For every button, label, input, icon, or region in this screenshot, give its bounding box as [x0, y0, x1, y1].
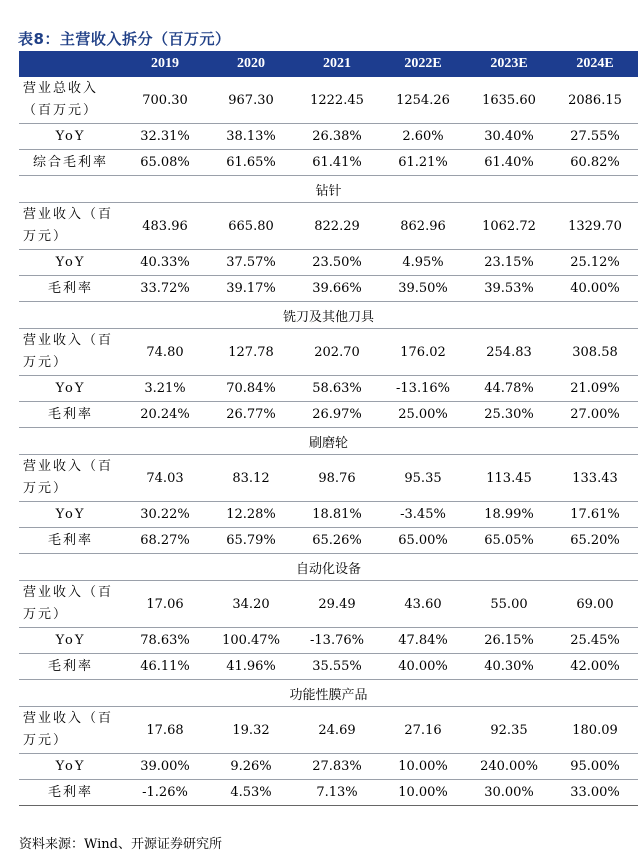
value-cell: 308.58: [552, 329, 638, 376]
value-cell: 862.96: [380, 203, 466, 250]
value-cell: 92.35: [466, 707, 552, 754]
value-cell: 58.63%: [294, 376, 380, 402]
row-label: [19, 502, 122, 528]
value-cell: 133.43: [552, 455, 638, 502]
table-row: [19, 502, 638, 528]
value-cell: 7.13%: [294, 780, 380, 806]
value-cell: 4.53%: [208, 780, 294, 806]
value-cell: 202.70: [294, 329, 380, 376]
section-header-row: [19, 176, 638, 203]
section-header-row: [19, 302, 638, 329]
value-cell: 74.80: [122, 329, 208, 376]
table-row: [19, 628, 638, 654]
table-caption: 表8：主营收入拆分（百万元）: [18, 30, 231, 48]
value-cell: 18.81%: [294, 502, 380, 528]
value-cell: 665.80: [208, 203, 294, 250]
row-label-text: 毛利率: [47, 784, 93, 800]
row-label: [19, 754, 122, 780]
table-row: [19, 150, 638, 176]
section-title: 刷磨轮: [19, 428, 638, 455]
table-row: [19, 124, 638, 150]
value-cell: 483.96: [122, 203, 208, 250]
table-row: [19, 754, 638, 780]
year-header: 2022E: [380, 51, 466, 77]
value-cell: 2.60%: [380, 124, 466, 150]
row-label: [19, 250, 122, 276]
row-label: [19, 329, 122, 376]
value-cell: 26.15%: [466, 628, 552, 654]
value-cell: 34.20: [208, 581, 294, 628]
value-cell: 61.21%: [380, 150, 466, 176]
table-body: [19, 77, 638, 806]
value-cell: 70.84%: [208, 376, 294, 402]
row-label-text: 综合毛利率: [32, 154, 108, 170]
value-cell: 46.11%: [122, 654, 208, 680]
value-cell: 29.49: [294, 581, 380, 628]
row-label: [19, 402, 122, 428]
row-label: [19, 276, 122, 302]
value-cell: 27.83%: [294, 754, 380, 780]
value-cell: 78.63%: [122, 628, 208, 654]
row-label: [19, 654, 122, 680]
row-label-text: 毛利率: [47, 280, 93, 296]
value-cell: 39.66%: [294, 276, 380, 302]
value-cell: 61.41%: [294, 150, 380, 176]
value-cell: 41.96%: [208, 654, 294, 680]
value-cell: 98.76: [294, 455, 380, 502]
row-label: [19, 628, 122, 654]
section-header-row: [19, 554, 638, 581]
value-cell: 17.06: [122, 581, 208, 628]
value-cell: 39.53%: [466, 276, 552, 302]
row-label: [19, 150, 122, 176]
source-note: 资料来源：Wind、开源证券研究所: [19, 837, 222, 852]
value-cell: 10.00%: [380, 754, 466, 780]
row-label: [19, 203, 122, 250]
row-label-text: 毛利率: [47, 658, 93, 674]
row-label-text: 营业收入（百万元）: [23, 207, 114, 244]
value-cell: 39.17%: [208, 276, 294, 302]
value-cell: 27.16: [380, 707, 466, 754]
table-row: [19, 654, 638, 680]
value-cell: 113.45: [466, 455, 552, 502]
value-cell: 1222.45: [294, 77, 380, 124]
row-label-text: 营业总收入（百万元）: [23, 81, 99, 118]
table-row: [19, 528, 638, 554]
row-label: [19, 581, 122, 628]
value-cell: 18.99%: [466, 502, 552, 528]
header-corner: [19, 51, 122, 77]
value-cell: 65.20%: [552, 528, 638, 554]
value-cell: 26.97%: [294, 402, 380, 428]
row-label: [19, 707, 122, 754]
value-cell: 40.30%: [466, 654, 552, 680]
value-cell: 180.09: [552, 707, 638, 754]
value-cell: 95.00%: [552, 754, 638, 780]
row-label-text: YoY: [55, 632, 86, 648]
row-label-text: YoY: [55, 254, 86, 270]
row-label-text: 营业收入（百万元）: [23, 459, 114, 496]
table-row: [19, 276, 638, 302]
row-label: [19, 455, 122, 502]
value-cell: 127.78: [208, 329, 294, 376]
value-cell: 25.45%: [552, 628, 638, 654]
table-row: [19, 780, 638, 806]
value-cell: 65.79%: [208, 528, 294, 554]
row-label: [19, 376, 122, 402]
value-cell: 1254.26: [380, 77, 466, 124]
value-cell: -13.16%: [380, 376, 466, 402]
value-cell: 23.15%: [466, 250, 552, 276]
value-cell: 3.21%: [122, 376, 208, 402]
year-header: 2024E: [552, 51, 638, 77]
row-label: [19, 528, 122, 554]
value-cell: 39.00%: [122, 754, 208, 780]
header-row: [19, 51, 638, 77]
value-cell: 37.57%: [208, 250, 294, 276]
year-header: 2021: [294, 51, 380, 77]
row-label-text: 毛利率: [47, 406, 93, 422]
value-cell: 240.00%: [466, 754, 552, 780]
row-label-text: 毛利率: [47, 532, 93, 548]
value-cell: 65.05%: [466, 528, 552, 554]
value-cell: 40.00%: [552, 276, 638, 302]
value-cell: 40.33%: [122, 250, 208, 276]
value-cell: 32.31%: [122, 124, 208, 150]
value-cell: 2086.15: [552, 77, 638, 124]
row-label: [19, 124, 122, 150]
value-cell: 83.12: [208, 455, 294, 502]
value-cell: 4.95%: [380, 250, 466, 276]
table-row: [19, 707, 638, 754]
value-cell: -13.76%: [294, 628, 380, 654]
value-cell: 1062.72: [466, 203, 552, 250]
value-cell: 33.00%: [552, 780, 638, 806]
value-cell: 65.00%: [380, 528, 466, 554]
value-cell: 21.09%: [552, 376, 638, 402]
revenue-breakdown-table: [19, 51, 638, 806]
value-cell: 822.29: [294, 203, 380, 250]
value-cell: 30.22%: [122, 502, 208, 528]
value-cell: 23.50%: [294, 250, 380, 276]
row-label-text: YoY: [55, 128, 86, 144]
value-cell: 61.65%: [208, 150, 294, 176]
value-cell: 24.69: [294, 707, 380, 754]
row-label-text: 营业收入（百万元）: [23, 333, 114, 370]
table-row: [19, 250, 638, 276]
value-cell: 17.68: [122, 707, 208, 754]
table-row: [19, 77, 638, 124]
value-cell: 65.08%: [122, 150, 208, 176]
year-header: 2019: [122, 51, 208, 77]
value-cell: 12.28%: [208, 502, 294, 528]
section-title: 钻针: [19, 176, 638, 203]
value-cell: 47.84%: [380, 628, 466, 654]
row-label-text: YoY: [55, 506, 86, 522]
value-cell: 65.26%: [294, 528, 380, 554]
value-cell: -3.45%: [380, 502, 466, 528]
table-row: [19, 376, 638, 402]
value-cell: 100.47%: [208, 628, 294, 654]
row-label-text: 营业收入（百万元）: [23, 585, 114, 622]
section-title: 铣刀及其他刀具: [19, 302, 638, 329]
year-header: 2020: [208, 51, 294, 77]
value-cell: 33.72%: [122, 276, 208, 302]
value-cell: 44.78%: [466, 376, 552, 402]
value-cell: 19.32: [208, 707, 294, 754]
value-cell: 30.00%: [466, 780, 552, 806]
table-row: [19, 581, 638, 628]
row-label-text: 营业收入（百万元）: [23, 711, 114, 748]
value-cell: 27.00%: [552, 402, 638, 428]
value-cell: 176.02: [380, 329, 466, 376]
value-cell: 1329.70: [552, 203, 638, 250]
table-row: [19, 402, 638, 428]
row-label: [19, 77, 122, 124]
value-cell: 700.30: [122, 77, 208, 124]
row-label: [19, 780, 122, 806]
value-cell: 40.00%: [380, 654, 466, 680]
value-cell: 43.60: [380, 581, 466, 628]
row-label-text: YoY: [55, 758, 86, 774]
value-cell: 9.26%: [208, 754, 294, 780]
value-cell: 42.00%: [552, 654, 638, 680]
section-header-row: [19, 428, 638, 455]
value-cell: 25.00%: [380, 402, 466, 428]
value-cell: 55.00: [466, 581, 552, 628]
section-title: 功能性膜产品: [19, 680, 638, 707]
value-cell: 1635.60: [466, 77, 552, 124]
value-cell: 74.03: [122, 455, 208, 502]
value-cell: 68.27%: [122, 528, 208, 554]
value-cell: 30.40%: [466, 124, 552, 150]
value-cell: 38.13%: [208, 124, 294, 150]
value-cell: -1.26%: [122, 780, 208, 806]
section-title: 自动化设备: [19, 554, 638, 581]
value-cell: 10.00%: [380, 780, 466, 806]
value-cell: 967.30: [208, 77, 294, 124]
value-cell: 69.00: [552, 581, 638, 628]
value-cell: 61.40%: [466, 150, 552, 176]
table-row: [19, 203, 638, 250]
row-label-text: YoY: [55, 380, 86, 396]
value-cell: 25.30%: [466, 402, 552, 428]
value-cell: 26.38%: [294, 124, 380, 150]
value-cell: 254.83: [466, 329, 552, 376]
table-row: [19, 329, 638, 376]
value-cell: 26.77%: [208, 402, 294, 428]
table-row: [19, 455, 638, 502]
value-cell: 20.24%: [122, 402, 208, 428]
value-cell: 17.61%: [552, 502, 638, 528]
value-cell: 60.82%: [552, 150, 638, 176]
value-cell: 95.35: [380, 455, 466, 502]
value-cell: 27.55%: [552, 124, 638, 150]
section-header-row: [19, 680, 638, 707]
year-header: 2023E: [466, 51, 552, 77]
value-cell: 25.12%: [552, 250, 638, 276]
value-cell: 35.55%: [294, 654, 380, 680]
value-cell: 39.50%: [380, 276, 466, 302]
